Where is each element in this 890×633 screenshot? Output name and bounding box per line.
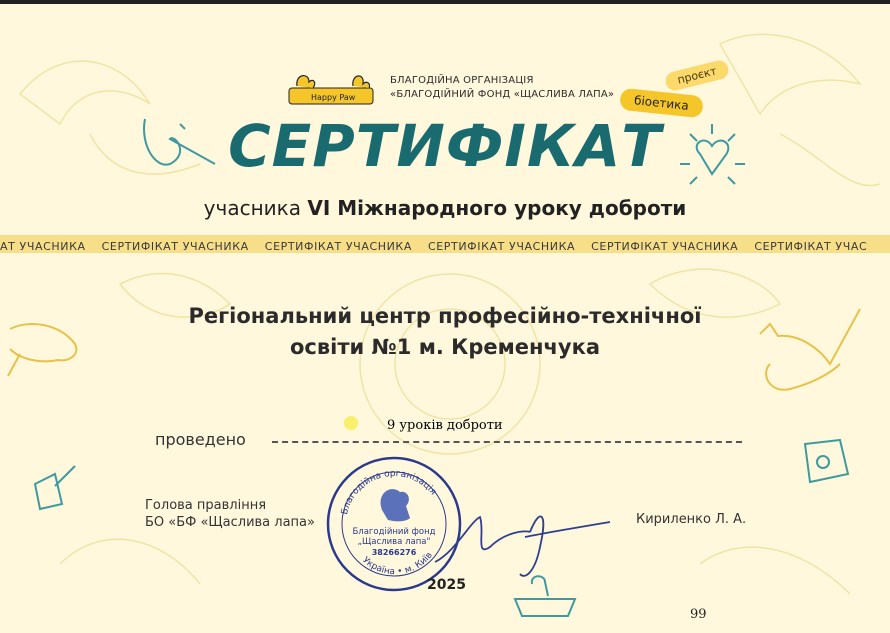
certificate-subtitle	[0, 196, 890, 220]
conducted-label: проведено	[155, 430, 246, 449]
brush-icon	[35, 466, 75, 509]
signature	[430, 502, 620, 582]
certificate-title: СЕРТИФІКАТ	[228, 112, 662, 180]
organization-line2: «БЛАГОДІЙНИЙ ФОНД «ЩАСЛИВА ЛАПА»	[390, 89, 615, 100]
stamp-top-text: Благодійна організація	[339, 468, 438, 516]
dog-icon	[381, 489, 410, 521]
head-label	[145, 497, 315, 531]
head-name: Кириленко Л. А.	[636, 512, 747, 527]
ribbon-item: СЕРТИФІКАТ УЧАСНИКА	[427, 240, 576, 253]
ribbon-item: СЕРТИФІКАТ УЧАСНИКА	[101, 240, 249, 253]
subtitle-prefix: учасника	[203, 196, 301, 220]
page-number: 99	[690, 607, 707, 622]
dog-icon	[297, 76, 315, 88]
leaf-decoration-icon	[700, 547, 850, 594]
ribbon-item: СЕРТИФІКАТ УЧАСНИКА	[264, 240, 412, 253]
stamp-code: 38266276	[371, 548, 417, 557]
stamp-line1: Благодійний фонд	[352, 527, 436, 537]
organization-line1: БЛАГОДІЙНА ОРГАНІЗАЦІЯ	[390, 75, 534, 86]
ribbon-item: СЕРТИФІКАТ УЧАСНИКА	[591, 240, 739, 253]
happy-paw-logo	[283, 68, 375, 108]
food-bag-icon	[805, 440, 848, 482]
recipient-line1: Регіональний центр професійно-технічної	[188, 304, 702, 328]
project-tag: проєкт	[664, 59, 731, 93]
logo-label: Happy Paw	[311, 93, 356, 102]
ribbon	[0, 235, 890, 253]
organization-name	[390, 74, 614, 102]
stamp-bottom-text: Україна • м. Київ	[360, 550, 435, 578]
conducted-dotted-line	[272, 441, 742, 445]
recipient-name	[0, 301, 890, 363]
lessons-value: 9 уроків доброти	[387, 418, 503, 433]
leaf-decoration-icon	[720, 34, 860, 114]
highlight-dot	[344, 416, 358, 430]
head-label-line2: БО «БФ «Щаслива лапа»	[145, 515, 315, 530]
head-label-line1: Голова правління	[145, 498, 267, 513]
stamp-year: 2025	[427, 577, 466, 593]
bioethics-tag: біоетика	[619, 88, 704, 119]
pet-bowl-icon	[515, 576, 575, 616]
stamp-line2: „Щаслива лапа"	[357, 537, 431, 547]
leaf-decoration-icon	[60, 539, 200, 584]
ribbon-item: АТ УЧАСНИКА	[0, 240, 86, 253]
cat-icon	[353, 76, 370, 88]
ribbon-item: СЕРТИФІКАТ УЧАС	[754, 240, 868, 253]
subtitle-event: VI Міжнародного уроку доброти	[307, 196, 687, 220]
recipient-line2: освіти №1 м. Кременчука	[289, 335, 601, 359]
